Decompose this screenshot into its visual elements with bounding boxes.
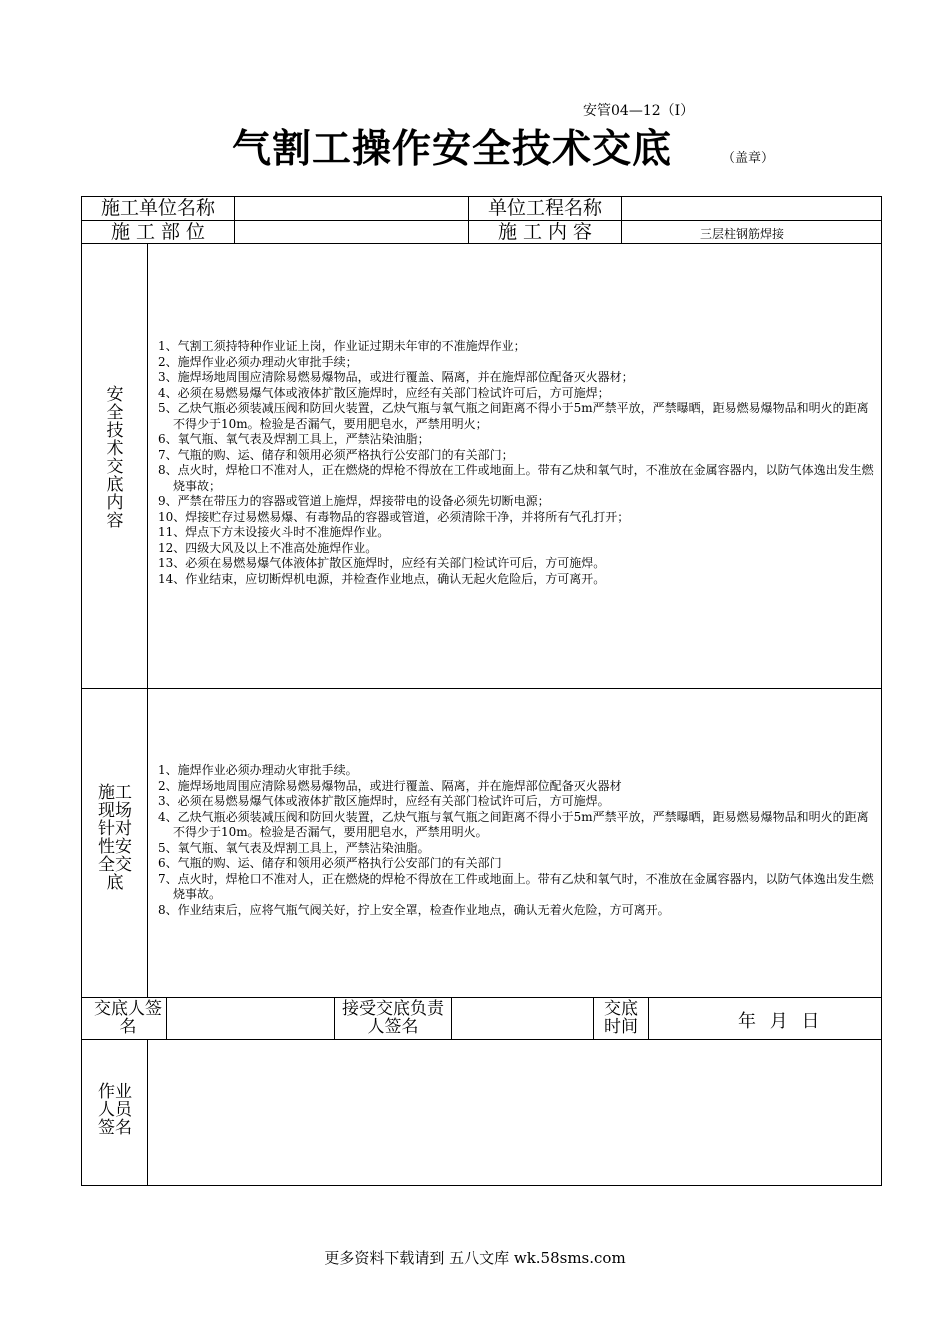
list-item: 8、点火时，焊枪口不准对人，正在燃烧的焊枪不得放在工件或地面上。带有乙炔和氧气时，不准放在金属容器内，以防气体逸出发生燃烧事故； [158, 463, 874, 493]
list-item: 2、施焊场地周围应清除易燃易爆物品，或进行覆盖、隔离，并在施焊部位配备灭火器材 [158, 778, 622, 793]
list-item: 9、严禁在带压力的容器或管道上施焊，焊接带电的设备必须先切断电源； [158, 494, 550, 508]
list-item: 14、作业结束，应切断焊机电源，并检查作业地点，确认无起火危险后，方可离开。 [158, 571, 606, 586]
list-item: 6、气瓶的购、运、储存和领用必须严格执行公安部门的有关部门 [158, 856, 502, 870]
list-item: 5、乙炔气瓶必须装减压阀和防回火装置，乙炔气瓶与氧气瓶之间距离不得小于5m严禁平放，严禁曝晒，距易燃易爆物品和明火的距离不得少于10m。检验是否漏气，要用肥皂水，严禁用明火； [158, 401, 869, 431]
page-title: 气割工操作安全技术交底 [232, 127, 673, 172]
list-item: 8、作业结束后，应将气瓶气阀关好，拧上安全罩，检查作业地点，确认无着火危险，方可离开。 [158, 902, 670, 917]
list-item: 4、乙炔气瓶必须装减压阀和防回火装置，乙炔气瓶与氧气瓶之间距离不得小于5m严禁平放，严禁曝晒，距易燃易爆物品和明火的距离不得少于10m。检验是否漏气，要用肥皂水，严禁用明火。 [158, 809, 869, 839]
list-item: 13、必须在易燃易爆气体液体扩散区施焊时，应经有关部门检试许可后，方可施焊。 [158, 556, 606, 570]
date-field[interactable]: 年 月 日 [738, 1011, 824, 1032]
footer-note: 更多资料下载请到 五八文库 wk.58sms.com [324, 1249, 626, 1267]
time-label: 交底时间 [604, 999, 638, 1037]
issuer-signature-label: 交底人签名 [94, 999, 162, 1037]
list-item: 12、四级大风及以上不准高处施焊作业。 [158, 540, 378, 555]
list-item: 2、施焊作业必须办理动火审批手续； [158, 354, 358, 369]
list-item: 3、施焊场地周围应清除易燃易爆物品，或进行覆盖、隔离，并在施焊部位配备灭火器材； [158, 370, 634, 384]
unit-name-label: 施工单位名称 [100, 197, 215, 219]
list-item: 7、点火时，焊枪口不准对人，正在燃烧的焊枪不得放在工件或地面上。带有乙炔和氧气时，不准放在金属容器内，以防气体逸出发生燃烧事故。 [158, 871, 874, 901]
site-items-list [158, 763, 874, 918]
content-label: 施 工 内 容 [497, 221, 593, 243]
list-item: 3、必须在易燃易爆气体或液体扩散区施焊时，应经有关部门检试许可后，方可施焊。 [158, 794, 610, 808]
part-label: 施 工 部 位 [110, 221, 206, 243]
list-item: 1、气割工须持特种作业证上岗，作业证过期未年审的不准施焊作业； [158, 339, 526, 353]
project-name-label: 单位工程名称 [487, 197, 602, 219]
list-item: 5、氧气瓶、氧气表及焊割工具上，严禁沾染油脂。 [158, 840, 430, 855]
list-item: 1、施焊作业必须办理动火审批手续。 [158, 763, 358, 777]
workers-signature-label: 作业人员签名 [98, 1082, 132, 1138]
content-field[interactable]: 三层柱钢筋焊接 [700, 227, 785, 241]
seal-note: （盖章） [722, 151, 775, 166]
document-code: 安管04—12（I） [583, 103, 695, 119]
list-item: 10、焊接贮存过易燃易爆、有毒物品的容器或管道，必须清除干净，并将所有气孔打开； [158, 509, 630, 524]
safety-section-label: 安全技术交底内容 [106, 385, 124, 531]
list-item: 6、氧气瓶、氧气表及焊割工具上，严禁沾染油脂； [158, 432, 430, 446]
list-item: 4、必须在易燃易爆气体或液体扩散区施焊时，应经有关部门检试许可后，方可施焊； [158, 385, 610, 400]
site-section-label: 施工现场针对性安全交底 [98, 783, 132, 893]
receiver-signature-label: 接受交底负责人签名 [342, 999, 444, 1037]
list-item: 7、气瓶的购、运、储存和领用必须严格执行公安部门的有关部门； [158, 447, 514, 462]
safety-items-list [158, 339, 874, 587]
list-item: 11、焊点下方未设接火斗时不准施焊作业。 [158, 525, 390, 539]
